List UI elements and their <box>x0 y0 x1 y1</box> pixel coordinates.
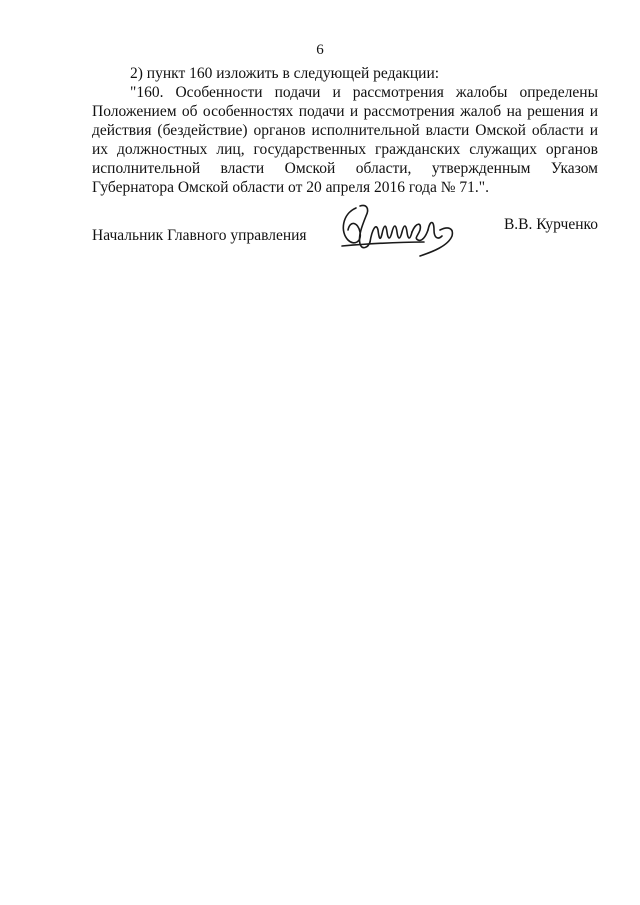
handwritten-signature <box>336 200 466 258</box>
item-heading: 2) пункт 160 изложить в следующей редакции: <box>130 65 440 82</box>
page-number: 6 <box>316 42 324 58</box>
quoted-paragraph: "160. Особенности подачи и рассмотрения жалобы определены Положением об особенностях подачи и рассмотрения жалоб на решения и действия (бездействие) органов исполнительной власти Омской области и их должностных лиц, государственных гражданских служащих органов исполнительной власти Омской области, утвержденным Указом Губернатора Омской области от 20 апреля 2016 года № 71.". <box>92 84 598 196</box>
document-body <box>92 64 598 197</box>
signatory-title: Начальник Главного управления <box>92 227 307 244</box>
signature-block <box>92 200 598 260</box>
signatory-name: В.В. Курченко <box>503 216 598 233</box>
